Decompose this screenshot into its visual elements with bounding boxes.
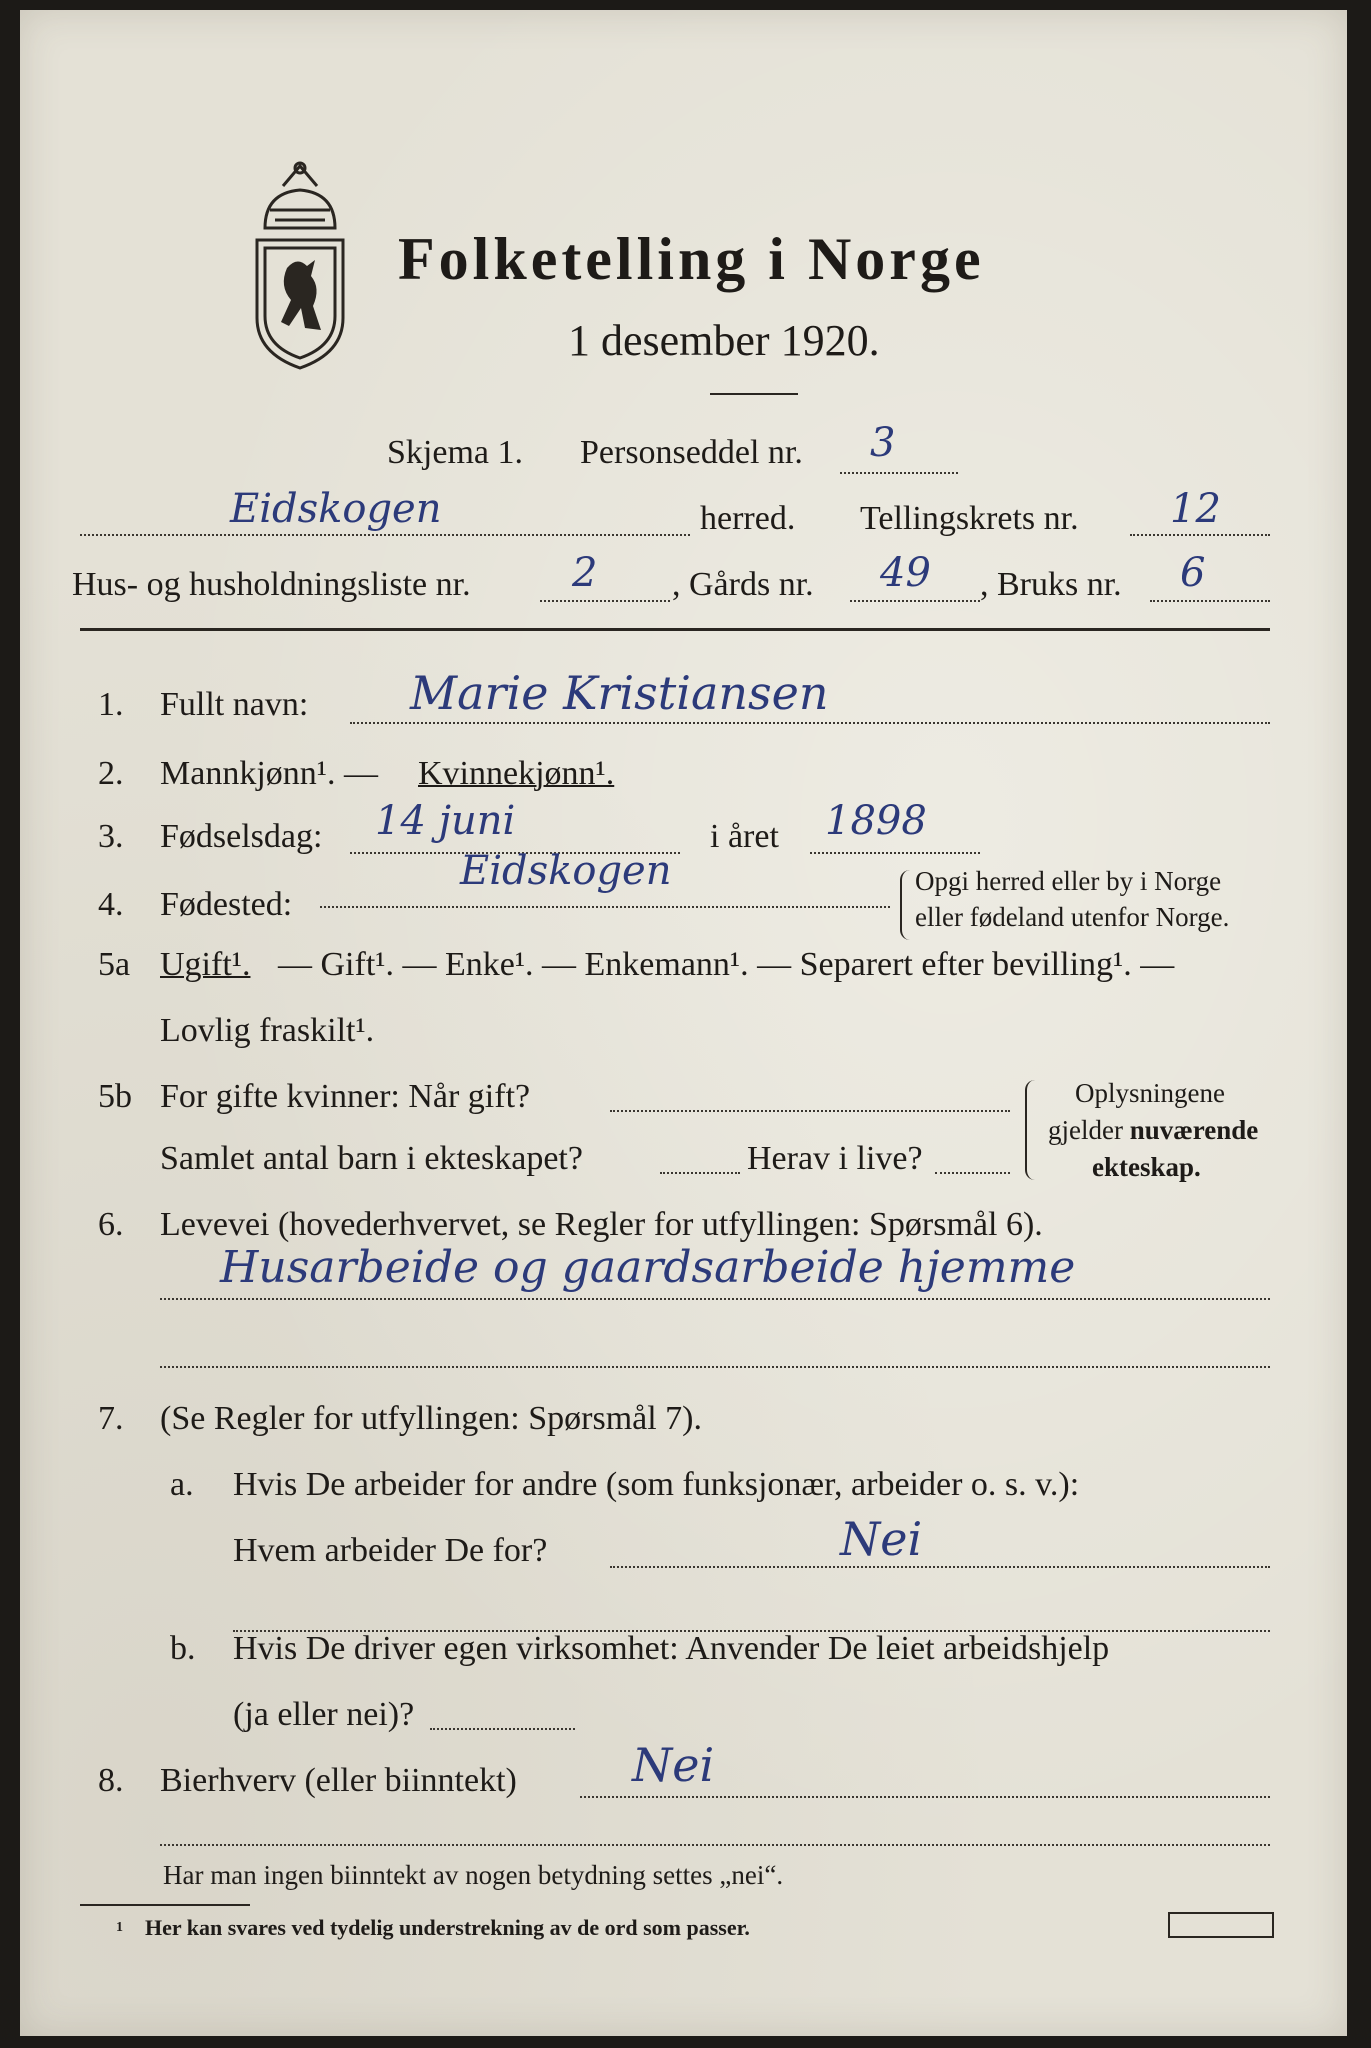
personseddel-label: Personseddel nr. — [580, 434, 803, 471]
printer-stamp-icon — [1168, 1912, 1274, 1938]
q7b-label: Hvis De driver egen virksomhet: Anvender De leiet arbeidshjelp — [233, 1630, 1110, 1667]
q3-label: Fødselsdag: — [160, 818, 323, 855]
coat-of-arms-icon — [235, 158, 365, 373]
q7b-field[interactable] — [430, 1728, 575, 1730]
header-rule — [80, 628, 1270, 631]
gards-label: , Gårds nr. — [672, 566, 814, 603]
bruks-label: , Bruks nr. — [980, 566, 1122, 603]
side-income-line2[interactable] — [160, 1844, 1270, 1846]
q7a-label: Hvis De arbeider for andre (som funksjonær, arbeider o. s. v.): — [233, 1466, 1080, 1503]
title-divider — [710, 393, 798, 395]
q5a-options[interactable]: — Gift¹. — Enke¹. — Enkemann¹. — Separert efter bevilling¹. — — [278, 946, 1175, 983]
hus-label: Hus- og husholdningsliste nr. — [72, 566, 471, 603]
tellingskrets-value[interactable]: 12 — [1170, 486, 1221, 532]
employer-value[interactable]: Nei — [840, 1512, 923, 1566]
q7b-letter: b. — [170, 1630, 196, 1667]
q5b-label2: Samlet antal barn i ekteskapet? — [160, 1140, 583, 1177]
q5b-note-line1: Oplysningene — [1075, 1078, 1225, 1108]
q8-number: 8. — [98, 1762, 124, 1799]
personseddel-value[interactable]: 3 — [870, 420, 896, 466]
herred-value[interactable]: Eidskogen — [230, 486, 442, 532]
q5b-label1: For gifte kvinner: Når gift? — [160, 1078, 531, 1115]
q5b-children-field[interactable] — [660, 1172, 740, 1174]
q5b-alive-field[interactable] — [935, 1172, 1010, 1174]
q5a-fraskilt-option[interactable]: Lovlig fraskilt¹. — [160, 1012, 375, 1049]
q5b-number: 5b — [98, 1078, 132, 1115]
q2-male-option[interactable]: Mannkjønn¹. — — [160, 755, 378, 792]
q7a-label2: Hvem arbeider De for? — [233, 1532, 548, 1569]
q7-label: (Se Regler for utfyllingen: Spørsmål 7). — [160, 1400, 703, 1437]
q6-label: Levevei (hovederhvervet, se Regler for utfyllingen: Spørsmål 6). — [160, 1206, 1043, 1243]
q5a-number: 5a — [98, 946, 131, 983]
q5b-married-field[interactable] — [610, 1110, 1010, 1112]
q2-female-option[interactable]: Kvinnekjønn¹. — [418, 755, 615, 792]
census-date: 1 desember 1920. — [568, 316, 880, 365]
hus-value[interactable]: 2 — [572, 550, 598, 596]
full-name-value[interactable]: Marie Kristiansen — [410, 666, 829, 720]
q4-note-line2: eller fødeland utenfor Norge. — [915, 902, 1230, 932]
form-title: Folketelling i Norge — [398, 226, 985, 292]
q4-label: Fødested: — [160, 886, 293, 923]
q5a-ugift-option[interactable]: Ugift¹. — [160, 946, 251, 983]
q7a-letter: a. — [170, 1466, 194, 1503]
q8-label: Bierhverv (eller biinntekt) — [160, 1762, 517, 1799]
bruks-value[interactable]: 6 — [1180, 550, 1206, 596]
census-form-page — [20, 10, 1347, 2036]
q7-number: 7. — [98, 1400, 124, 1437]
q2-number: 2. — [98, 755, 124, 792]
side-income-value[interactable]: Nei — [632, 1738, 715, 1792]
occupation-value[interactable]: Husarbeide og gaardsarbeide hjemme — [220, 1242, 1076, 1293]
birthplace-value[interactable]: Eidskogen — [460, 848, 672, 894]
q3-year-label: i året — [710, 818, 779, 855]
q1-number: 1. — [98, 686, 124, 723]
q5b-note-line3: ekteskap. — [1092, 1152, 1201, 1182]
tellingskrets-label: Tellingskrets nr. — [860, 500, 1079, 537]
footer-note: Har man ingen biinntekt av nogen betydning settes „nei“. — [163, 1860, 784, 1890]
occupation-line2[interactable] — [160, 1366, 1270, 1368]
q4-note-line1: Opgi herred eller by i Norge — [915, 866, 1222, 896]
q4-number: 4. — [98, 886, 124, 923]
herred-label: herred. — [700, 500, 796, 537]
q6-number: 6. — [98, 1206, 124, 1243]
q3-number: 3. — [98, 818, 124, 855]
q1-label: Fullt navn: — [160, 686, 309, 723]
q5b-note-line2: gjelder nuværende — [1048, 1115, 1259, 1145]
q5b-label3: Herav i live? — [747, 1140, 923, 1177]
gards-value[interactable]: 49 — [880, 550, 931, 596]
q7b-label2: (ja eller nei)? — [233, 1696, 415, 1733]
birth-year-value[interactable]: 1898 — [825, 798, 927, 844]
footnote-text: Her kan svares ved tydelig understrekning av de ord som passer. — [145, 1915, 750, 1940]
footnote-mark: 1 — [116, 1920, 123, 1935]
skjema-label: Skjema 1. — [387, 434, 523, 471]
birth-day-value[interactable]: 14 juni — [375, 798, 516, 844]
